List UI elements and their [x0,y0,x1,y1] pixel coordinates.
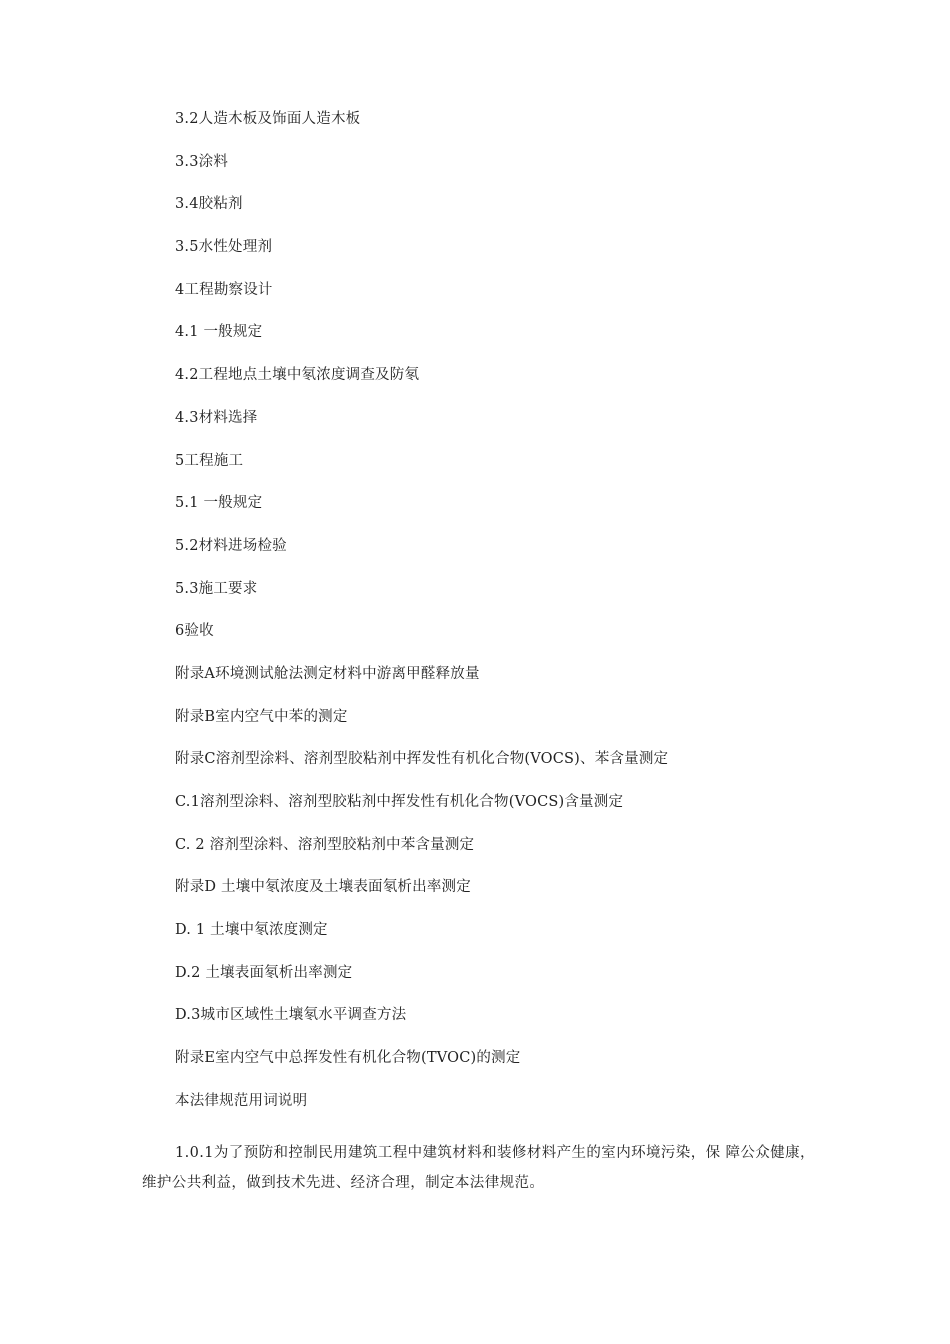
toc-item: 4.3材料选择 [175,409,258,426]
toc-item: 附录D 土壤中氡浓度及土壤表面氡析出率测定 [175,879,471,896]
toc-item: C.1溶剂型涂料、溶剂型胶粘剂中挥发性有机化合物(VOCS)含量测定 [175,794,624,810]
toc-item: 3.4胶粘剂 [175,196,243,213]
toc-item: 3.5水性处理剂 [175,239,273,256]
toc-item: 4.1 一般规定 [175,324,263,341]
toc-item: 5工程施工 [175,452,244,469]
toc-item: 附录A环境测试舱法测定材料中游离甲醛释放量 [175,665,480,682]
toc-item: D.3城市区域性土壤氡水平调查方法 [175,1007,407,1024]
toc-item: 附录B室内空气中苯的测定 [175,708,348,725]
table-of-contents [175,107,668,1132]
toc-item: 4工程勘察设计 [175,281,273,298]
toc-item: 3.3涂料 [175,153,229,170]
toc-item: D. 1 土壤中氡浓度测定 [175,922,328,939]
toc-item: 5.3施工要求 [175,580,258,597]
toc-item: 3.2人造木板及饰面人造木板 [175,111,361,127]
toc-item: 本法律规范用词说明 [175,1092,308,1109]
body-paragraph: 1.0.1为了预防和控制民用建筑工程中建筑材料和装修材料产生的室内环境污染，保 障公众健康，维护公共利益，做到技术先进、经济合理，制定本法律规范。 [142,1145,815,1191]
toc-item: 附录E室内空气中总挥发性有机化合物(TVOC)的测定 [175,1050,521,1067]
toc-item: C. 2 溶剂型涂料、溶剂型胶粘剂中苯含量测定 [175,836,475,853]
toc-item: 5.2材料进场检验 [175,537,287,554]
toc-item: 4.2工程地点土壤中氡浓度调查及防氡 [175,367,420,384]
toc-item: D.2 土壤表面氡析出率测定 [175,964,353,981]
toc-item: 5.1 一般规定 [175,495,263,512]
toc-item: 6验收 [175,623,214,640]
toc-item: 附录C溶剂型涂料、溶剂型胶粘剂中挥发性有机化合物(VOCS)、苯含量测定 [175,751,669,768]
